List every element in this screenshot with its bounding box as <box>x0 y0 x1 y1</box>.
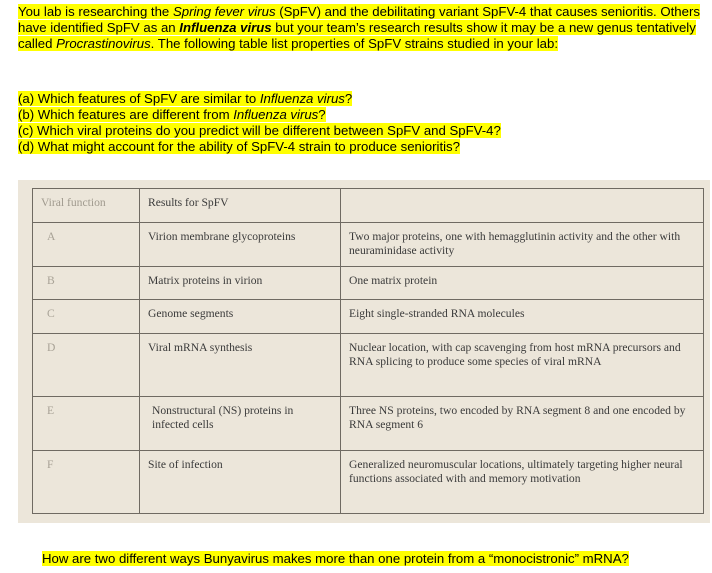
question-a-text: (a) Which features of SpFV are similar to <box>18 91 260 106</box>
virus-name: Spring fever virus <box>172 4 276 19</box>
question-c-text: (c) Which viral proteins do you predict will be different between SpFV and SpFV-4? <box>18 123 501 138</box>
table-row <box>33 300 704 333</box>
row-result: Two major proteins, one with hemagglutinin activity and the other with neuraminidase activity <box>341 223 704 267</box>
intro-text-4: . The following table list properties of SpFV strains studied in your lab: <box>150 36 558 51</box>
table-row <box>33 333 704 396</box>
intro-text-2: (SpFV) and the debilitating variant SpFV-4 that causes senioritis. Others have identified SpFV as an <box>18 4 700 35</box>
scanned-table-image <box>18 180 710 523</box>
question-c <box>18 123 708 139</box>
question-a-end: ? <box>344 91 353 106</box>
header-viral-function: Viral function <box>33 189 140 223</box>
question-d <box>18 139 708 155</box>
question-b-virus: Influenza virus <box>233 107 319 122</box>
footer-question-text: How are two different ways Bunyavirus makes more than one protein from a “monocistronic” mRNA? <box>42 551 629 566</box>
row-feature: Nonstructural (NS) proteins in infected cells <box>140 396 341 450</box>
row-letter: D <box>33 333 140 396</box>
header-empty <box>341 189 704 223</box>
intro-text-1: You lab is researching the <box>18 4 173 19</box>
question-d-text: (d) What might account for the ability of SpFV-4 strain to produce senioritis? <box>18 139 460 154</box>
row-result: Generalized neuromuscular locations, ultimately targeting higher neural functions associated with and memory motivation <box>341 451 704 514</box>
row-letter: F <box>33 451 140 514</box>
table-row <box>33 266 704 299</box>
table-row <box>33 223 704 267</box>
intro-paragraph <box>18 4 708 52</box>
table-row <box>33 396 704 450</box>
row-letter: B <box>33 266 140 299</box>
genus-name: Procrastinovirus <box>56 36 151 51</box>
table-header-row <box>33 189 704 223</box>
influenza-name: Influenza virus <box>179 20 272 35</box>
footer-question <box>42 551 702 567</box>
row-result: Eight single-stranded RNA molecules <box>341 300 704 333</box>
question-b-text: (b) Which features are different from <box>18 107 234 122</box>
row-feature: Virion membrane glycoproteins <box>140 223 341 267</box>
properties-table <box>32 188 704 514</box>
intro-text-3: but your team’s research results show it may be a new genus tentatively called <box>18 20 696 51</box>
row-feature: Matrix proteins in virion <box>140 266 341 299</box>
row-feature: Site of infection <box>140 451 341 514</box>
row-result: Nuclear location, with cap scavenging from host mRNA precursors and RNA splicing to produce some species of viral mRNA <box>341 333 704 396</box>
table-row <box>33 451 704 514</box>
question-a <box>18 91 708 107</box>
row-feature: Viral mRNA synthesis <box>140 333 341 396</box>
row-result: Three NS proteins, two encoded by RNA segment 8 and one encoded by RNA segment 6 <box>341 396 704 450</box>
question-b-end: ? <box>318 107 326 122</box>
question-a-virus: Influenza virus <box>259 91 345 106</box>
row-letter: E <box>33 396 140 450</box>
row-feature: Genome segments <box>140 300 341 333</box>
question-b <box>18 107 708 123</box>
header-results: Results for SpFV <box>140 189 341 223</box>
row-letter: C <box>33 300 140 333</box>
question-list <box>18 91 708 155</box>
row-result: One matrix protein <box>341 266 704 299</box>
row-letter: A <box>33 223 140 267</box>
